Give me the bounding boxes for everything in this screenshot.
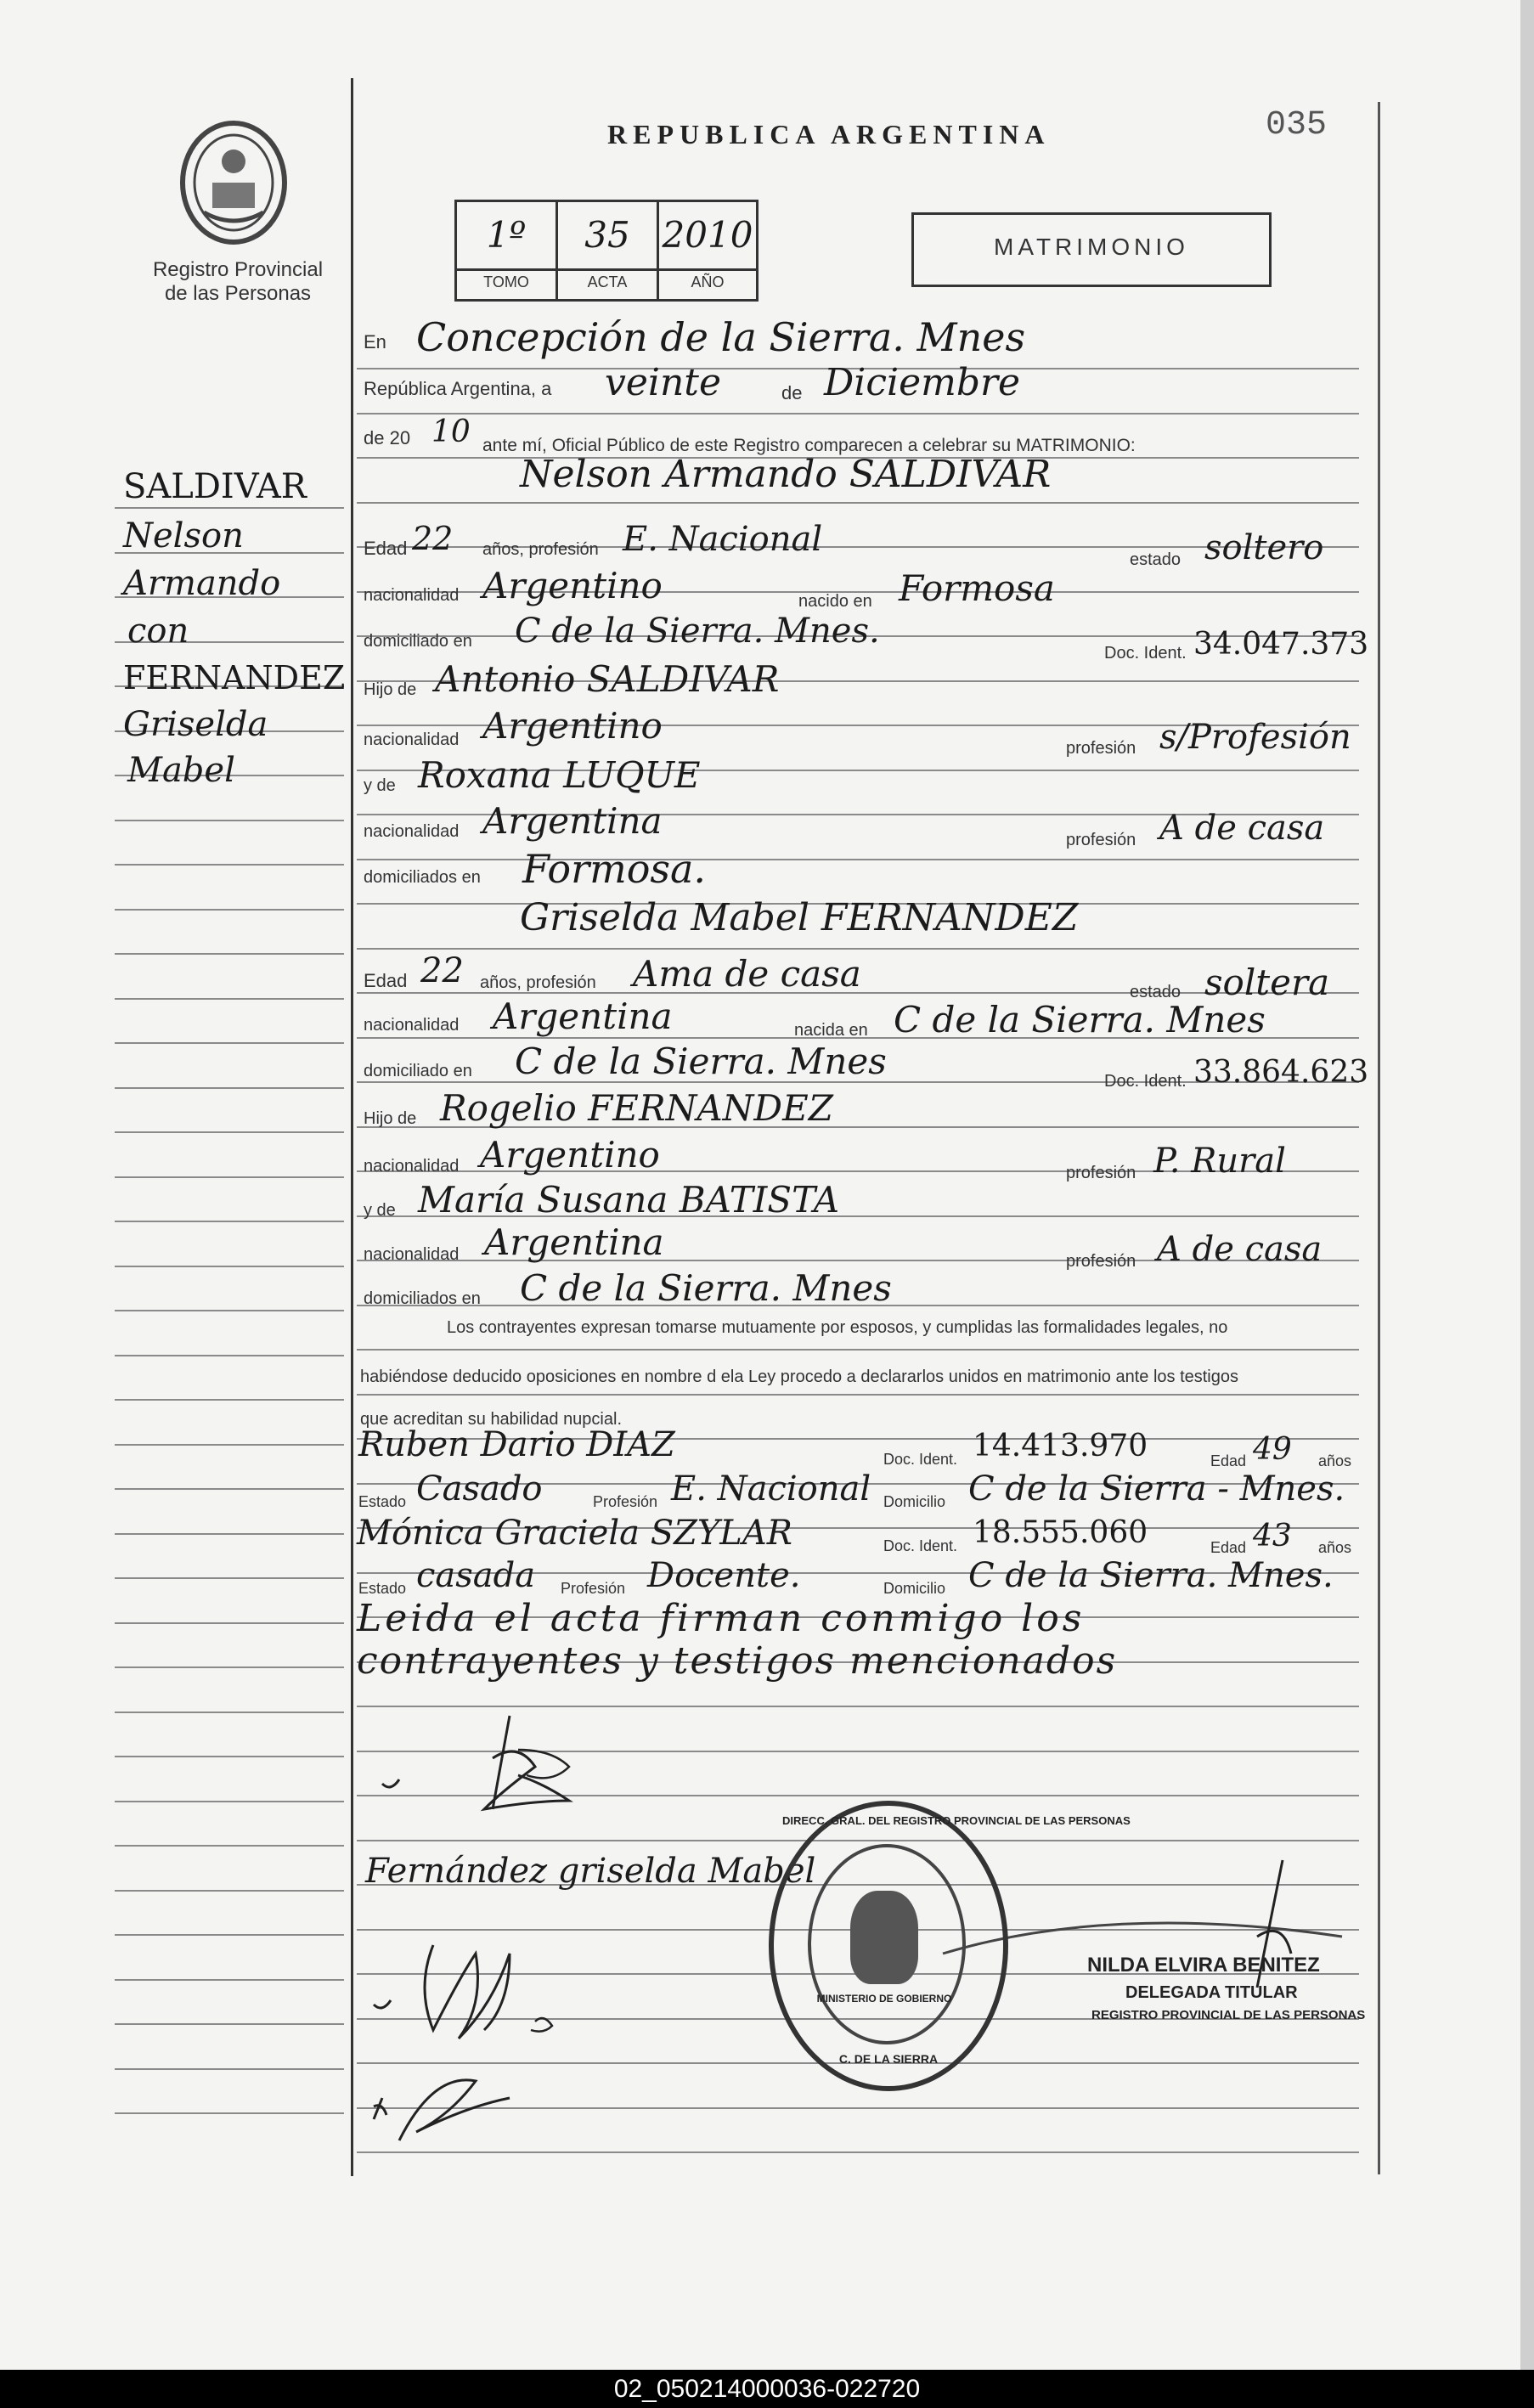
book-edge xyxy=(1520,0,1534,2370)
margin-rule-line xyxy=(115,1756,344,1757)
margin-rule-line xyxy=(115,1845,344,1847)
margin-rule-line xyxy=(115,1488,344,1490)
witness1-domicile: C de la Sierra - Mnes. xyxy=(968,1469,1345,1509)
seal-bottom-text: C. DE LA SIERRA xyxy=(838,2052,939,2066)
groom-father-profession: s/Profesión xyxy=(1159,718,1351,757)
bride-nationality: Argentina xyxy=(493,995,673,1037)
declaration-line3: que acreditan su habilidad nupcial. xyxy=(360,1410,622,1429)
bride-domicile: C de la Sierra. Mnes xyxy=(515,1040,887,1082)
bride-mother: María Susana BATISTA xyxy=(418,1179,840,1221)
witness2-doc-label: Doc. Ident. xyxy=(883,1537,958,1554)
groom-father-nationality: Argentino xyxy=(482,705,663,747)
groom-estado-label: estado xyxy=(1130,550,1182,569)
bride-father-nac-label: nacionalidad xyxy=(364,1157,460,1176)
bride-doc: 33.864.623 xyxy=(1193,1055,1369,1090)
groom-parents-domicile: Formosa. xyxy=(522,846,707,892)
groom-profession: E. Nacional xyxy=(623,520,823,559)
margin-rule-line xyxy=(115,1801,344,1802)
acta-label: ACTA xyxy=(587,274,628,290)
witness1-age: 49 xyxy=(1253,1432,1292,1467)
declaration-line2: habiéndose deducido oposiciones en nombre d ela Ley procedo a declararlos unidos en matrimonio ante los testigos xyxy=(360,1368,1238,1386)
bride-birthplace: C de la Sierra. Mnes xyxy=(894,999,1266,1040)
footer-code: 02_050214000036-022720 xyxy=(0,2370,1534,2408)
groom-mother-nac-label: nacionalidad xyxy=(364,822,460,841)
officer-org: REGISTRO PROVINCIAL DE LAS PERSONAS xyxy=(1091,2008,1366,2022)
groom-domicilio-label: domiciliado en xyxy=(364,632,472,651)
margin-rule-line xyxy=(115,998,344,1000)
witness1-edad-label: Edad xyxy=(1210,1452,1247,1469)
margin-rule-line xyxy=(115,1399,344,1401)
bride-father: Rogelio FERNANDEZ xyxy=(440,1087,833,1129)
bride-father-prof-label: profesión xyxy=(1066,1164,1136,1182)
bride-mother-prof-label: profesión xyxy=(1066,1252,1136,1271)
seal-outer-text: DIRECC. GRAL. DEL REGISTRO PROVINCIAL DE LAS PERSONAS xyxy=(782,1814,1131,1827)
margin-rule-line xyxy=(115,909,344,911)
bride-estado: soltera xyxy=(1204,962,1330,1003)
groom-mother-profession: A de casa xyxy=(1159,809,1325,848)
witness1-doc-label: Doc. Ident. xyxy=(883,1451,958,1468)
bride-mother-nationality: Argentina xyxy=(484,1221,664,1263)
margin-rule-line xyxy=(115,1042,344,1044)
margin-rule-line xyxy=(115,2068,344,2070)
margin-rule-line xyxy=(115,1176,344,1178)
seal-inner-text: MINISTERIO DE GOBIERNO xyxy=(816,1993,952,2005)
main-rule-line xyxy=(357,948,1359,950)
main-rule-line xyxy=(357,859,1359,860)
witness1-profession: E. Nacional xyxy=(671,1469,871,1509)
witness2-domicilio-label: Domicilio xyxy=(883,1580,946,1597)
margin-rule-line xyxy=(115,1666,344,1668)
margin-rule-line xyxy=(115,2023,344,2025)
margin-rule-line xyxy=(115,1622,344,1624)
groom-father: Antonio SALDIVAR xyxy=(435,658,780,700)
seal-emblem-icon xyxy=(850,1891,918,1984)
left-margin-rule xyxy=(351,78,353,2176)
year-suffix: 10 xyxy=(431,414,471,449)
margin-rule-line xyxy=(115,2112,344,2114)
witness1-name: Ruben Dario DIAZ xyxy=(358,1425,675,1464)
page-title: REPUBLICA ARGENTINA xyxy=(607,119,1051,149)
witness2-profession: Docente. xyxy=(647,1556,801,1595)
right-margin-rule xyxy=(1378,102,1380,2174)
record-type: MATRIMONIO xyxy=(994,234,1189,260)
bride-hijo-label: Hijo de xyxy=(364,1109,417,1128)
official-seal xyxy=(769,1801,1131,2091)
margin-note-6: Griselda xyxy=(123,705,268,744)
margin-rule-line xyxy=(115,1087,344,1089)
margin-rule-line xyxy=(115,1266,344,1267)
declaration-line1: Los contrayentes expresan tomarse mutuamente por esposos, y cumplidas las formalidades legales, no xyxy=(447,1318,1228,1337)
ano-value: 2010 xyxy=(662,214,753,256)
main-rule-line xyxy=(357,1349,1359,1351)
officer-name: NILDA ELVIRA BENITEZ xyxy=(1087,1954,1320,1977)
registry-line1: Registro Provincial xyxy=(152,258,324,281)
groom-nationality: Argentino xyxy=(482,565,663,606)
bride-father-profession: P. Rural xyxy=(1153,1142,1286,1181)
witness1-estado-label: Estado xyxy=(358,1493,407,1510)
witness-signatures-icon xyxy=(365,1911,637,2166)
groom-mother-prof-label: profesión xyxy=(1066,831,1136,849)
officer-title: DELEGADA TITULAR xyxy=(1125,1983,1298,2002)
bride-name: Griselda Mabel FERNANDEZ xyxy=(520,896,1079,939)
tomo-value: 1º xyxy=(486,214,527,256)
closing-line2: contrayentes y testigos mencionados xyxy=(357,1639,1118,1683)
bride-profession: Ama de casa xyxy=(633,953,861,995)
bride-nacionalidad-label: nacionalidad xyxy=(364,1016,460,1035)
groom-parents-dom-label: domiciliados en xyxy=(364,868,481,887)
day-value: veinte xyxy=(605,361,722,404)
record-reference-box xyxy=(454,200,759,302)
bride-nacida-label: nacida en xyxy=(794,1021,868,1040)
witness2-name: Mónica Graciela SZYLAR xyxy=(357,1514,792,1553)
bride-estado-label: estado xyxy=(1130,983,1182,1001)
witness2-anos-label: años xyxy=(1318,1539,1352,1556)
margin-rule-line xyxy=(115,864,344,866)
acta-value: 35 xyxy=(584,214,630,256)
bride-father-nationality: Argentino xyxy=(480,1134,660,1176)
witness1-estado: Casado xyxy=(416,1469,543,1509)
record-type-box xyxy=(911,212,1272,287)
witness1-doc: 14.413.970 xyxy=(973,1429,1148,1463)
margin-note-4: con xyxy=(127,612,189,651)
province-coat-of-arms xyxy=(170,119,297,246)
registry-line2: de las Personas xyxy=(164,282,312,305)
margin-rule-line xyxy=(115,1444,344,1446)
witness2-domicile: C de la Sierra. Mnes. xyxy=(968,1556,1334,1595)
margin-rule-line xyxy=(115,1355,344,1356)
intro-statement: ante mí, Oficial Público de este Registro comparecen a celebrar su MATRIMONIO: xyxy=(482,436,1136,455)
groom-domicile: C de la Sierra. Mnes. xyxy=(515,612,880,651)
witness2-estado: casada xyxy=(416,1556,536,1595)
margin-rule-line xyxy=(115,1221,344,1222)
margin-rule-line xyxy=(115,953,344,955)
groom-nacido-label: nacido en xyxy=(798,592,872,611)
margin-rule-line xyxy=(115,507,344,509)
de-label: de xyxy=(781,382,803,403)
groom-doc-label: Doc. Ident. xyxy=(1104,644,1187,663)
groom-edad-label: Edad xyxy=(364,538,408,559)
bride-mother-profession: A de casa xyxy=(1157,1230,1323,1269)
margin-rule-line xyxy=(115,1712,344,1713)
groom-name: Nelson Armando SALDIVAR xyxy=(520,453,1052,496)
month-value: Diciembre xyxy=(824,361,1021,404)
witness2-profesion-label: Profesión xyxy=(561,1580,626,1597)
tomo-label: TOMO xyxy=(483,274,529,290)
groom-yde-label: y de xyxy=(364,776,396,795)
margin-rule-line xyxy=(115,1934,344,1936)
groom-birthplace: Formosa xyxy=(899,567,1055,609)
en-label: En xyxy=(364,331,386,352)
groom-father-prof-label: profesión xyxy=(1066,739,1136,758)
margin-rule-line xyxy=(115,1577,344,1579)
bride-mother-nac-label: nacionalidad xyxy=(364,1245,460,1264)
bride-anos-label: años, profesión xyxy=(480,973,596,992)
witness1-anos-label: años xyxy=(1318,1452,1352,1469)
margin-rule-line xyxy=(115,1310,344,1311)
groom-nacionalidad-label: nacionalidad xyxy=(364,586,460,605)
groom-anos-label: años, profesión xyxy=(482,540,599,559)
groom-signature-icon xyxy=(365,1699,671,1826)
margin-note-2: Nelson xyxy=(123,516,244,555)
place-value: Concepción de la Sierra. Mnes xyxy=(416,314,1026,360)
witness2-edad-label: Edad xyxy=(1210,1539,1247,1556)
bride-edad-label: Edad xyxy=(364,970,408,991)
margin-note-7: Mabel xyxy=(127,751,235,790)
groom-hijo-label: Hijo de xyxy=(364,680,417,699)
ano-label: AÑO xyxy=(691,274,725,290)
witness1-domicilio-label: Domicilio xyxy=(883,1493,946,1510)
main-rule-line xyxy=(357,413,1359,414)
main-rule-line xyxy=(357,502,1359,504)
bride-parents-dom-label: domiciliados en xyxy=(364,1289,481,1308)
groom-doc: 34.047.373 xyxy=(1193,627,1369,662)
witness2-age: 43 xyxy=(1253,1519,1292,1554)
margin-note-3: Armando xyxy=(123,564,281,603)
closing-line1: Leida el acta firman conmigo los xyxy=(357,1597,1086,1640)
groom-estado: soltero xyxy=(1204,528,1324,567)
bride-yde-label: y de xyxy=(364,1201,396,1220)
page-number: 035 xyxy=(1266,106,1328,144)
groom-mother-nationality: Argentina xyxy=(482,800,663,842)
margin-note-1: SALDIVAR xyxy=(123,467,307,506)
witness2-estado-label: Estado xyxy=(358,1580,407,1597)
bride-domicilio-label: domiciliado en xyxy=(364,1062,472,1080)
bride-parents-domicile: C de la Sierra. Mnes xyxy=(520,1267,892,1309)
bride-doc-label: Doc. Ident. xyxy=(1104,1072,1187,1091)
republica-label: República Argentina, a xyxy=(364,378,552,399)
margin-rule-line xyxy=(115,1131,344,1133)
margin-rule-line xyxy=(115,820,344,821)
groom-age: 22 xyxy=(412,520,454,557)
margin-rule-line xyxy=(115,1979,344,1981)
bride-age: 22 xyxy=(420,951,464,990)
groom-mother: Roxana LUQUE xyxy=(418,754,701,796)
witness2-doc: 18.555.060 xyxy=(973,1515,1148,1550)
year-prefix: de 20 xyxy=(364,427,411,448)
margin-note-5: FERNANDEZ xyxy=(123,659,346,696)
margin-rule-line xyxy=(115,1533,344,1535)
witness1-profesion-label: Profesión xyxy=(593,1493,658,1510)
bride-signature: Fernández griselda Mabel xyxy=(365,1852,816,1891)
margin-rule-line xyxy=(115,1890,344,1892)
main-rule-line xyxy=(357,1394,1359,1396)
groom-father-nac-label: nacionalidad xyxy=(364,730,460,749)
